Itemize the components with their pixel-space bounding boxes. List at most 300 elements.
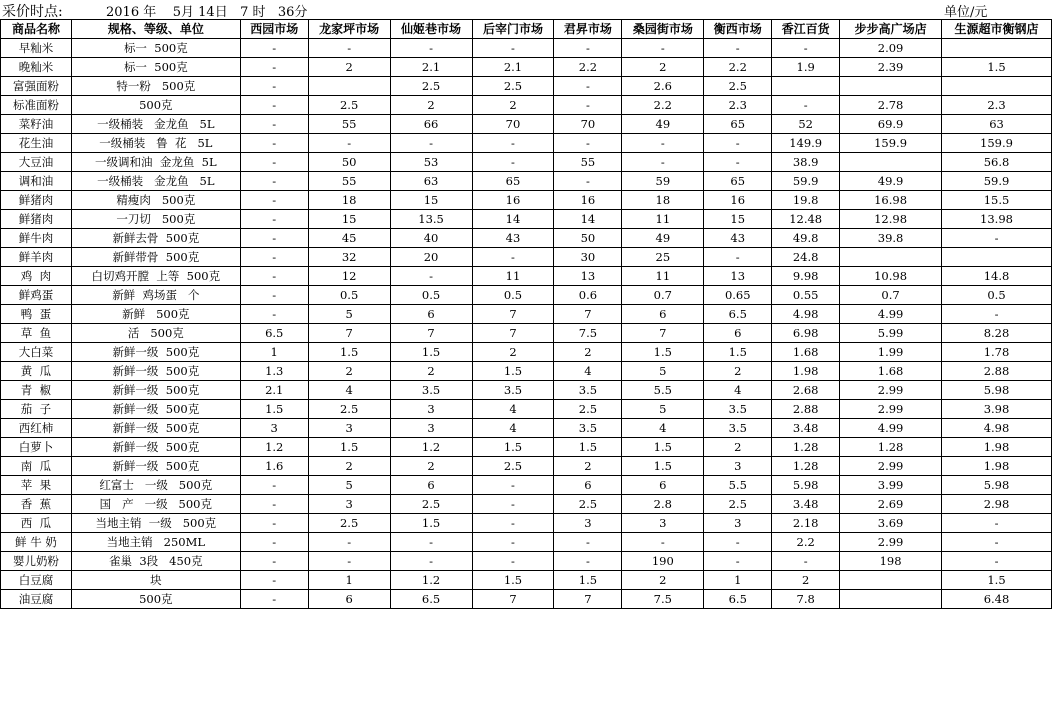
price-cell[interactable]: - (240, 267, 308, 286)
product-name-cell[interactable]: 富强面粉 (1, 77, 72, 96)
price-cell[interactable]: 19.8 (772, 191, 840, 210)
price-cell[interactable]: 2.5 (390, 495, 472, 514)
price-cell[interactable]: 13.5 (390, 210, 472, 229)
product-name-cell[interactable]: 婴儿奶粉 (1, 552, 72, 571)
price-cell[interactable]: 2.5 (704, 495, 772, 514)
product-name-cell[interactable]: 晚籼米 (1, 58, 72, 77)
price-cell[interactable]: 190 (622, 552, 704, 571)
column-header[interactable]: 仙姬巷市场 (390, 20, 472, 39)
spec-cell[interactable]: 块 (71, 571, 240, 590)
price-cell[interactable]: 5 (622, 400, 704, 419)
product-name-cell[interactable]: 白萝卜 (1, 438, 72, 457)
price-cell[interactable]: 2.5 (472, 77, 554, 96)
price-cell[interactable]: - (240, 248, 308, 267)
price-cell[interactable]: 8.28 (942, 324, 1052, 343)
column-header[interactable]: 西园市场 (240, 20, 308, 39)
price-cell[interactable]: 0.65 (704, 286, 772, 305)
price-cell[interactable]: 7 (390, 324, 472, 343)
price-cell[interactable]: 3 (622, 514, 704, 533)
price-cell[interactable]: 4.98 (942, 419, 1052, 438)
price-cell[interactable]: - (308, 533, 390, 552)
product-name-cell[interactable]: 白豆腐 (1, 571, 72, 590)
price-cell[interactable]: 2.3 (942, 96, 1052, 115)
price-cell[interactable]: 2.39 (840, 58, 942, 77)
price-cell[interactable]: - (390, 134, 472, 153)
price-cell[interactable]: 65 (704, 172, 772, 191)
column-header[interactable]: 桑园街市场 (622, 20, 704, 39)
price-cell[interactable]: 4 (704, 381, 772, 400)
price-cell[interactable]: 0.5 (472, 286, 554, 305)
price-cell[interactable]: 3.98 (942, 400, 1052, 419)
price-cell[interactable]: 3 (240, 419, 308, 438)
price-cell[interactable]: 3 (704, 457, 772, 476)
price-cell[interactable]: - (240, 210, 308, 229)
price-cell[interactable]: 1.6 (240, 457, 308, 476)
price-cell[interactable]: 4 (308, 381, 390, 400)
price-cell[interactable]: 2 (390, 96, 472, 115)
price-cell[interactable]: 50 (308, 153, 390, 172)
price-cell[interactable]: 1.98 (772, 362, 840, 381)
price-cell[interactable]: - (240, 514, 308, 533)
product-name-cell[interactable]: 鲜羊肉 (1, 248, 72, 267)
price-cell[interactable]: 2.3 (704, 96, 772, 115)
price-cell[interactable]: 2.2 (622, 96, 704, 115)
price-cell[interactable]: 1.5 (622, 343, 704, 362)
column-header[interactable]: 香江百货 (772, 20, 840, 39)
price-cell[interactable]: - (472, 514, 554, 533)
price-cell[interactable]: 49.8 (772, 229, 840, 248)
spec-cell[interactable]: 500克 (71, 590, 240, 609)
product-name-cell[interactable]: 油豆腐 (1, 590, 72, 609)
product-name-cell[interactable]: 南 瓜 (1, 457, 72, 476)
price-cell[interactable]: 5 (622, 362, 704, 381)
price-cell[interactable]: - (704, 134, 772, 153)
price-cell[interactable]: 11 (622, 210, 704, 229)
price-cell[interactable]: 4 (472, 419, 554, 438)
price-cell[interactable]: - (704, 533, 772, 552)
price-cell[interactable]: - (622, 134, 704, 153)
price-cell[interactable]: 2.5 (554, 495, 622, 514)
spec-cell[interactable]: 新鲜 500克 (71, 305, 240, 324)
price-cell[interactable]: - (240, 96, 308, 115)
price-cell[interactable]: 69.9 (840, 115, 942, 134)
product-name-cell[interactable]: 调和油 (1, 172, 72, 191)
price-cell[interactable]: 2.69 (840, 495, 942, 514)
price-cell[interactable]: 7 (308, 324, 390, 343)
price-cell[interactable]: 4 (554, 362, 622, 381)
price-cell[interactable]: - (390, 267, 472, 286)
price-cell[interactable]: - (390, 533, 472, 552)
price-cell[interactable]: - (554, 96, 622, 115)
price-cell[interactable]: - (240, 229, 308, 248)
price-cell[interactable]: 66 (390, 115, 472, 134)
spec-cell[interactable]: 精瘦肉 500克 (71, 191, 240, 210)
price-cell[interactable]: - (772, 96, 840, 115)
price-cell[interactable]: 2.8 (622, 495, 704, 514)
product-name-cell[interactable]: 早籼米 (1, 39, 72, 58)
price-cell[interactable]: - (240, 286, 308, 305)
price-cell[interactable]: 2 (308, 58, 390, 77)
price-cell[interactable]: - (942, 229, 1052, 248)
price-cell[interactable]: 6 (622, 305, 704, 324)
product-name-cell[interactable]: 黄 瓜 (1, 362, 72, 381)
price-cell[interactable]: 2.5 (472, 457, 554, 476)
price-cell[interactable]: 2.5 (308, 400, 390, 419)
price-cell[interactable]: 2.99 (840, 400, 942, 419)
price-cell[interactable]: 0.5 (308, 286, 390, 305)
price-cell[interactable]: 12.98 (840, 210, 942, 229)
price-cell[interactable]: 3 (554, 514, 622, 533)
price-cell[interactable]: 3.5 (704, 400, 772, 419)
price-cell[interactable]: 13 (704, 267, 772, 286)
price-cell[interactable] (840, 590, 942, 609)
price-cell[interactable]: 5.5 (622, 381, 704, 400)
price-cell[interactable]: 159.9 (840, 134, 942, 153)
price-cell[interactable]: 11 (622, 267, 704, 286)
price-cell[interactable]: 6 (554, 476, 622, 495)
price-cell[interactable]: 1.9 (772, 58, 840, 77)
price-cell[interactable]: 16.98 (840, 191, 942, 210)
spec-cell[interactable]: 新鲜带骨 500克 (71, 248, 240, 267)
column-header[interactable]: 商品名称 (1, 20, 72, 39)
price-cell[interactable]: 43 (472, 229, 554, 248)
price-cell[interactable]: 13 (554, 267, 622, 286)
price-cell[interactable]: 1.5 (390, 343, 472, 362)
price-cell[interactable] (942, 248, 1052, 267)
price-cell[interactable]: 65 (472, 172, 554, 191)
price-cell[interactable]: - (240, 172, 308, 191)
price-cell[interactable]: - (308, 552, 390, 571)
spec-cell[interactable]: 新鲜一级 500克 (71, 400, 240, 419)
price-cell[interactable]: 2 (704, 438, 772, 457)
price-cell[interactable]: 15 (308, 210, 390, 229)
price-cell[interactable]: 5.98 (772, 476, 840, 495)
price-cell[interactable]: 30 (554, 248, 622, 267)
price-cell[interactable]: 2 (622, 571, 704, 590)
price-cell[interactable]: 7.5 (622, 590, 704, 609)
spec-cell[interactable]: 标一 500克 (71, 58, 240, 77)
price-cell[interactable]: 5.98 (942, 381, 1052, 400)
column-header[interactable]: 后宰门市场 (472, 20, 554, 39)
price-cell[interactable]: 2.5 (390, 77, 472, 96)
price-cell[interactable]: - (240, 533, 308, 552)
price-cell[interactable]: 3 (308, 495, 390, 514)
price-cell[interactable]: 2.1 (390, 58, 472, 77)
price-cell[interactable]: 7 (472, 305, 554, 324)
spec-cell[interactable]: 一级调和油 金龙鱼 5L (71, 153, 240, 172)
price-cell[interactable]: - (704, 248, 772, 267)
price-cell[interactable]: - (240, 305, 308, 324)
price-cell[interactable]: - (240, 58, 308, 77)
price-cell[interactable]: 3.99 (840, 476, 942, 495)
price-cell[interactable]: 1.5 (622, 438, 704, 457)
column-header[interactable]: 君昇市场 (554, 20, 622, 39)
price-cell[interactable]: 149.9 (772, 134, 840, 153)
price-cell[interactable]: 6.5 (390, 590, 472, 609)
product-name-cell[interactable]: 鲜牛肉 (1, 229, 72, 248)
price-cell[interactable]: - (240, 571, 308, 590)
spec-cell[interactable]: 500克 (71, 96, 240, 115)
price-cell[interactable]: 5.5 (704, 476, 772, 495)
price-cell[interactable]: 2 (308, 457, 390, 476)
price-cell[interactable]: - (390, 39, 472, 58)
price-cell[interactable]: 5.99 (840, 324, 942, 343)
price-cell[interactable]: 49.9 (840, 172, 942, 191)
price-cell[interactable]: 2 (554, 457, 622, 476)
spec-cell[interactable]: 当地主销 250ML (71, 533, 240, 552)
price-cell[interactable]: 1.5 (704, 343, 772, 362)
column-header[interactable]: 生源超市衡钢店 (942, 20, 1052, 39)
spec-cell[interactable]: 雀巢 3段 450克 (71, 552, 240, 571)
price-cell[interactable]: - (704, 153, 772, 172)
price-cell[interactable]: 49 (622, 229, 704, 248)
price-cell[interactable]: - (554, 552, 622, 571)
price-cell[interactable]: 0.55 (772, 286, 840, 305)
price-cell[interactable]: 16 (554, 191, 622, 210)
price-cell[interactable]: 43 (704, 229, 772, 248)
price-cell[interactable]: 49 (622, 115, 704, 134)
price-cell[interactable]: - (240, 39, 308, 58)
price-cell[interactable]: 7.5 (554, 324, 622, 343)
price-cell[interactable]: - (554, 77, 622, 96)
spec-cell[interactable]: 新鲜一级 500克 (71, 457, 240, 476)
price-cell[interactable] (840, 77, 942, 96)
price-cell[interactable]: 7 (472, 590, 554, 609)
price-cell[interactable]: - (554, 172, 622, 191)
price-cell[interactable]: 55 (554, 153, 622, 172)
column-header[interactable]: 步步高广场店 (840, 20, 942, 39)
price-cell[interactable]: 2 (622, 58, 704, 77)
price-cell[interactable]: - (240, 495, 308, 514)
spec-cell[interactable]: 活 500克 (71, 324, 240, 343)
product-name-cell[interactable]: 西红柿 (1, 419, 72, 438)
price-cell[interactable]: 1.68 (772, 343, 840, 362)
price-cell[interactable]: 15.5 (942, 191, 1052, 210)
price-cell[interactable]: - (942, 552, 1052, 571)
price-cell[interactable]: 2.1 (240, 381, 308, 400)
price-cell[interactable]: - (622, 533, 704, 552)
price-cell[interactable]: 63 (390, 172, 472, 191)
price-cell[interactable]: 3.5 (554, 419, 622, 438)
price-cell[interactable]: 1.5 (390, 514, 472, 533)
price-cell[interactable]: - (772, 552, 840, 571)
product-name-cell[interactable]: 鲜猪肉 (1, 210, 72, 229)
price-cell[interactable]: 4.99 (840, 419, 942, 438)
price-cell[interactable]: 1 (308, 571, 390, 590)
price-cell[interactable]: - (240, 134, 308, 153)
price-cell[interactable]: - (622, 153, 704, 172)
price-cell[interactable]: 9.98 (772, 267, 840, 286)
price-cell[interactable]: 1 (240, 343, 308, 362)
spec-cell[interactable]: 一级桶装 金龙鱼 5L (71, 115, 240, 134)
price-cell[interactable]: 13.98 (942, 210, 1052, 229)
price-cell[interactable]: 50 (554, 229, 622, 248)
price-cell[interactable]: 16 (472, 191, 554, 210)
price-cell[interactable]: 3.5 (704, 419, 772, 438)
spec-cell[interactable]: 新鲜一级 500克 (71, 381, 240, 400)
spec-cell[interactable]: 新鲜一级 500克 (71, 362, 240, 381)
price-cell[interactable]: - (472, 153, 554, 172)
price-cell[interactable] (840, 248, 942, 267)
price-cell[interactable]: 2.99 (840, 457, 942, 476)
price-cell[interactable]: 38.9 (772, 153, 840, 172)
price-cell[interactable]: 2 (308, 362, 390, 381)
price-cell[interactable]: 15 (704, 210, 772, 229)
price-cell[interactable]: 53 (390, 153, 472, 172)
price-cell[interactable]: 2.1 (472, 58, 554, 77)
product-name-cell[interactable]: 草 鱼 (1, 324, 72, 343)
price-cell[interactable]: 63 (942, 115, 1052, 134)
price-cell[interactable] (308, 77, 390, 96)
column-header[interactable]: 龙家坪市场 (308, 20, 390, 39)
price-cell[interactable] (840, 153, 942, 172)
product-name-cell[interactable]: 大豆油 (1, 153, 72, 172)
price-cell[interactable]: 3 (390, 400, 472, 419)
product-name-cell[interactable]: 鲜鸡蛋 (1, 286, 72, 305)
price-cell[interactable]: 2 (390, 457, 472, 476)
spec-cell[interactable]: 白切鸡开膛 上等 500克 (71, 267, 240, 286)
price-cell[interactable]: 4.98 (772, 305, 840, 324)
price-cell[interactable]: 7 (472, 324, 554, 343)
price-cell[interactable]: 2.2 (704, 58, 772, 77)
price-cell[interactable]: - (554, 533, 622, 552)
price-cell[interactable]: - (240, 77, 308, 96)
price-cell[interactable]: 1.5 (308, 343, 390, 362)
price-cell[interactable]: 6.5 (240, 324, 308, 343)
price-cell[interactable]: 59 (622, 172, 704, 191)
price-cell[interactable]: 1.3 (240, 362, 308, 381)
product-name-cell[interactable]: 苹 果 (1, 476, 72, 495)
price-cell[interactable]: 3 (308, 419, 390, 438)
price-cell[interactable]: 2.68 (772, 381, 840, 400)
price-cell[interactable]: 2 (704, 362, 772, 381)
price-cell[interactable] (942, 39, 1052, 58)
price-cell[interactable]: - (704, 39, 772, 58)
price-cell[interactable]: 2.5 (308, 514, 390, 533)
price-cell[interactable]: - (308, 134, 390, 153)
price-cell[interactable]: - (240, 191, 308, 210)
price-cell[interactable]: 7 (622, 324, 704, 343)
price-cell[interactable]: 1.28 (840, 438, 942, 457)
spec-cell[interactable]: 特一粉 500克 (71, 77, 240, 96)
price-cell[interactable]: - (704, 552, 772, 571)
price-cell[interactable]: 0.5 (390, 286, 472, 305)
price-cell[interactable]: 3.5 (554, 381, 622, 400)
price-cell[interactable]: - (390, 552, 472, 571)
price-cell[interactable]: 2.99 (840, 381, 942, 400)
price-cell[interactable]: 2.5 (554, 400, 622, 419)
price-cell[interactable]: 70 (472, 115, 554, 134)
price-cell[interactable]: 52 (772, 115, 840, 134)
price-cell[interactable]: 1.5 (622, 457, 704, 476)
price-cell[interactable]: 4 (472, 400, 554, 419)
price-cell[interactable]: 0.5 (942, 286, 1052, 305)
price-cell[interactable] (942, 77, 1052, 96)
price-cell[interactable]: 15 (390, 191, 472, 210)
column-header[interactable]: 衡西市场 (704, 20, 772, 39)
price-cell[interactable]: 2.78 (840, 96, 942, 115)
spec-cell[interactable]: 标一 500克 (71, 39, 240, 58)
price-cell[interactable]: 2.88 (772, 400, 840, 419)
price-cell[interactable]: - (472, 533, 554, 552)
price-cell[interactable]: - (472, 134, 554, 153)
price-cell[interactable]: 2 (554, 343, 622, 362)
spec-cell[interactable]: 新鲜一级 500克 (71, 438, 240, 457)
product-name-cell[interactable]: 香 蕉 (1, 495, 72, 514)
price-cell[interactable] (772, 77, 840, 96)
price-cell[interactable]: 2 (472, 96, 554, 115)
price-cell[interactable]: 5 (308, 476, 390, 495)
spec-cell[interactable]: 一刀切 500克 (71, 210, 240, 229)
price-cell[interactable]: - (942, 514, 1052, 533)
price-cell[interactable]: 2 (472, 343, 554, 362)
spec-cell[interactable]: 新鲜 鸡场蛋 个 (71, 286, 240, 305)
price-cell[interactable]: 3.48 (772, 419, 840, 438)
price-cell[interactable]: 59.9 (772, 172, 840, 191)
price-cell[interactable]: 14.8 (942, 267, 1052, 286)
price-cell[interactable]: 7.8 (772, 590, 840, 609)
product-name-cell[interactable]: 花生油 (1, 134, 72, 153)
price-cell[interactable]: 2.5 (704, 77, 772, 96)
price-cell[interactable]: 18 (308, 191, 390, 210)
price-cell[interactable]: 1 (704, 571, 772, 590)
price-cell[interactable]: 1.2 (240, 438, 308, 457)
price-cell[interactable]: 40 (390, 229, 472, 248)
product-name-cell[interactable]: 鸭 蛋 (1, 305, 72, 324)
price-cell[interactable]: 3.5 (472, 381, 554, 400)
spec-cell[interactable]: 新鲜去骨 500克 (71, 229, 240, 248)
price-cell[interactable]: 12.48 (772, 210, 840, 229)
price-cell[interactable]: - (472, 552, 554, 571)
price-cell[interactable]: 198 (840, 552, 942, 571)
product-name-cell[interactable]: 青 椒 (1, 381, 72, 400)
price-cell[interactable]: 6 (390, 476, 472, 495)
price-cell[interactable]: 2.2 (554, 58, 622, 77)
price-cell[interactable]: 1.5 (308, 438, 390, 457)
price-cell[interactable]: 7 (554, 305, 622, 324)
price-cell[interactable]: 25 (622, 248, 704, 267)
price-cell[interactable]: 18 (622, 191, 704, 210)
price-cell[interactable]: 1.99 (840, 343, 942, 362)
price-cell[interactable]: 32 (308, 248, 390, 267)
price-cell[interactable]: 55 (308, 115, 390, 134)
price-cell[interactable]: - (240, 476, 308, 495)
price-cell[interactable]: 6 (704, 324, 772, 343)
price-cell[interactable]: 3.48 (772, 495, 840, 514)
price-cell[interactable]: 1.78 (942, 343, 1052, 362)
price-cell[interactable]: - (622, 39, 704, 58)
price-cell[interactable]: 11 (472, 267, 554, 286)
price-cell[interactable]: 2.88 (942, 362, 1052, 381)
price-cell[interactable]: - (554, 39, 622, 58)
price-cell[interactable]: 1.5 (554, 571, 622, 590)
price-cell[interactable]: - (472, 476, 554, 495)
price-cell[interactable]: 2 (390, 362, 472, 381)
product-name-cell[interactable]: 西 瓜 (1, 514, 72, 533)
spec-cell[interactable]: 新鲜一级 500克 (71, 419, 240, 438)
price-cell[interactable]: 1.28 (772, 457, 840, 476)
price-cell[interactable]: - (472, 39, 554, 58)
price-cell[interactable]: 6.5 (704, 590, 772, 609)
price-cell[interactable]: 0.7 (622, 286, 704, 305)
price-cell[interactable]: 1.28 (772, 438, 840, 457)
price-cell[interactable]: - (240, 590, 308, 609)
price-cell[interactable]: 2.6 (622, 77, 704, 96)
price-cell[interactable]: 3.69 (840, 514, 942, 533)
product-name-cell[interactable]: 鲜 牛 奶 (1, 533, 72, 552)
price-cell[interactable]: 12 (308, 267, 390, 286)
price-cell[interactable]: - (240, 115, 308, 134)
